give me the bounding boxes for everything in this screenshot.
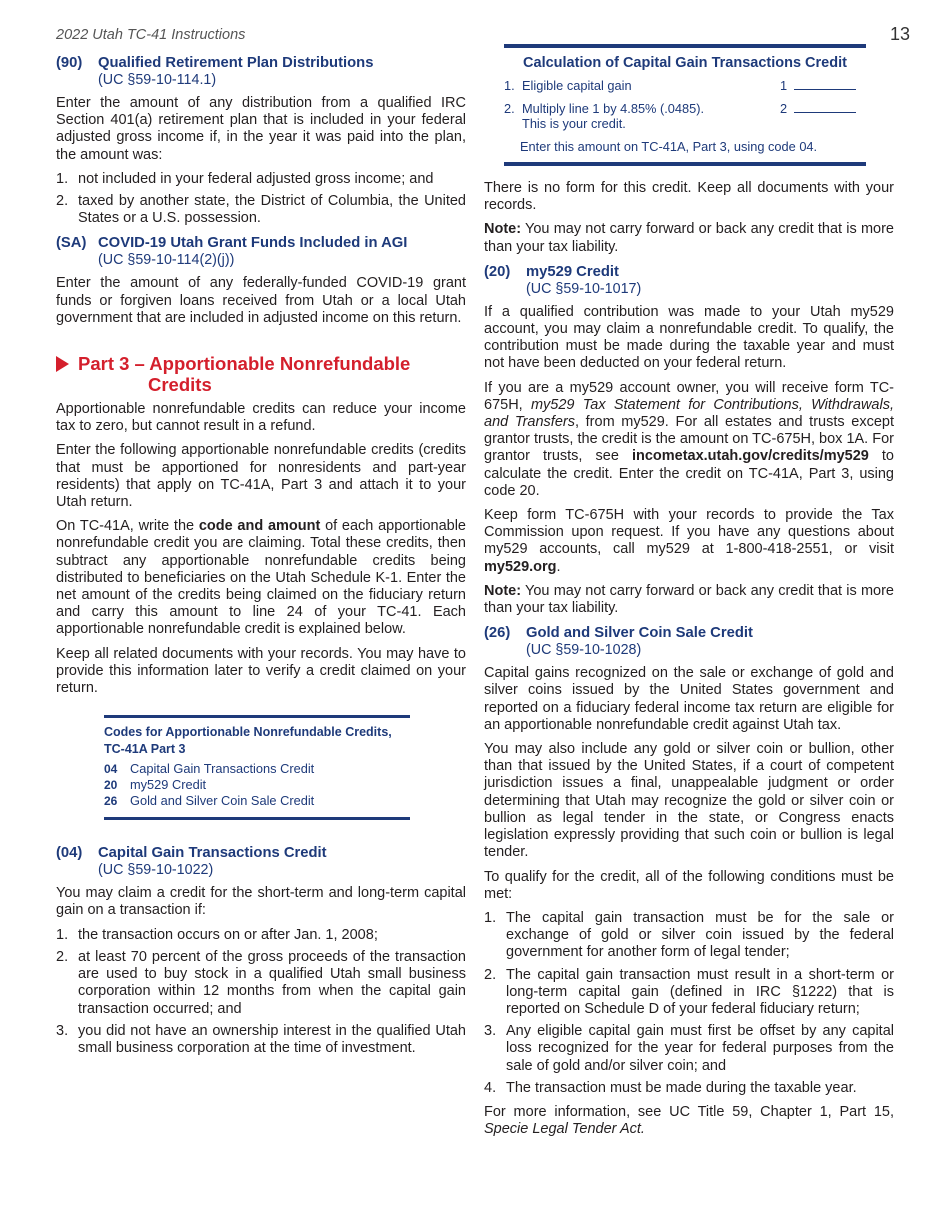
list-item: 4. The transaction must be made during the taxable year. bbox=[484, 1079, 857, 1096]
entry-blank bbox=[794, 89, 856, 90]
left-column bbox=[56, 50, 466, 1064]
code-row: 04 Capital Gain Transactions Credit bbox=[104, 761, 315, 777]
paragraph: If you are a my529 account owner, you will receive form TC-675H, my529 Tax Statement for Contributions, Withdrawals, and Transfers, from my529. For all estates and trusts except grantor trusts, the credit is the amount on TC-675H, box 1A. For grantor trusts, see incometax.utah.gov/credits/my529 to calculate the credit. Enter the credit on TC-41A, Part 3, using code 20. bbox=[484, 379, 894, 499]
numbered-list bbox=[56, 171, 466, 228]
triangle-arrow-icon bbox=[56, 356, 69, 372]
paragraph: For more information, see UC Title 59, Chapter 1, Part 15, Specie Legal Tender Act. bbox=[484, 1103, 894, 1138]
section-code: (26) bbox=[484, 625, 511, 642]
list-item: 2. taxed by another state, the District of Columbia, the United States or a U.S. possession. bbox=[56, 193, 466, 227]
paragraph: Keep form TC-675H with your records to provide the Tax Commission upon request. If you have any questions about my529 accounts, call my529 at 1-800-418-2551, or visit my529.org. bbox=[484, 507, 894, 575]
calc-note: Enter this amount on TC-41A, Part 3, using code 04. bbox=[520, 139, 818, 154]
codes-box-title: Codes for Apportionable Nonrefundable Credits, TC-41A Part 3 bbox=[104, 725, 392, 757]
section-title: Qualified Retirement Plan Distributions bbox=[98, 55, 374, 71]
list-item: 2. at least 70 percent of the gross proceeds of the transaction are used to buy stock in a qualified Utah small business corporation within 12 months from when the capital gain transaction occurred; and bbox=[56, 948, 466, 1017]
paragraph: You may claim a credit for the short-term and long-term capital gain on a transaction if: bbox=[56, 885, 466, 919]
numbered-list bbox=[484, 910, 894, 1097]
list-item: 1. not included in your federal adjusted gross income; and bbox=[56, 170, 434, 187]
section-citation: (UC §59-10-1028) bbox=[526, 642, 642, 659]
section-title: COVID-19 Utah Grant Funds Included in AGI bbox=[98, 235, 408, 252]
paragraph: There is no form for this credit. Keep all documents with your records. bbox=[484, 180, 894, 214]
code-row: 20 my529 Credit bbox=[104, 777, 207, 793]
list-item: 3. Any eligible capital gain must first be offset by any capital loss recognized for the year for federal purposes from the sale of gold and/or silver coin; and bbox=[484, 1023, 894, 1074]
paragraph: You may also include any gold or silver coin or bullion, other than that issued by the United States, if a court of competent jurisdiction issues a final, unappealable judgment or order determining that Utah may recognize the gold or silver coin or bullion as legal tender in the state, or Congress enacts legislation expressly providing that such coin or bullion is legal tender. bbox=[484, 741, 894, 861]
section-04-heading bbox=[56, 844, 466, 862]
list-item: 3. you did not have an ownership interest in the qualified Utah small business corporation at the time of investment. bbox=[56, 1022, 466, 1056]
note-paragraph: Note: You may not carry forward or back any credit that is more than your tax liability. bbox=[484, 221, 894, 255]
section-citation: (UC §59-10-114.1) bbox=[98, 72, 217, 88]
paragraph: To qualify for the credit, all of the following conditions must be met: bbox=[484, 868, 894, 902]
section-90-heading bbox=[56, 54, 466, 72]
credit-codes-box bbox=[104, 715, 410, 820]
section-code: (04) bbox=[56, 845, 83, 862]
calc-line-2: 2. Multiply line 1 by 4.85% (.0485). This is your credit. 2 bbox=[504, 101, 866, 131]
paragraph: Enter the following apportionable nonrefundable credits (credits that must be apportioned for nonresidents and part-year residents) that apply on TC-41A, Part 3 and attach it to your Utah return. bbox=[56, 442, 466, 511]
calculation-box bbox=[504, 44, 866, 166]
section-title: Gold and Silver Coin Sale Credit bbox=[526, 625, 753, 642]
paragraph: If a qualified contribution was made to your Utah my529 account, you may claim a nonrefundable credit. To qualify, the contribution must be made during the taxable year and must not have been deducted on your federal return. bbox=[484, 303, 894, 372]
link-my529-org[interactable]: my529.org bbox=[484, 558, 557, 575]
section-citation: (UC §59-10-114(2)(j)) bbox=[98, 252, 235, 269]
page-header-title: 2022 Utah TC-41 Instructions bbox=[56, 27, 246, 43]
right-column bbox=[484, 50, 894, 1145]
section-citation: (UC §59-10-1022) bbox=[98, 862, 214, 879]
paragraph: On TC-41A, write the code and amount of each apportionable nonrefundable credit you are claiming. Total these credits, then subtract any apportionable nonrefundable credits being distributed to beneficiaries on the Utah Schedule K-1. Enter the net amount of the credits being claimed on the fiduciary return and carry this amount to line 24 of your TC-41. Each apportionable nonrefundable credit is explained below. bbox=[56, 518, 466, 638]
section-26-heading bbox=[484, 624, 894, 642]
calc-box-title: Calculation of Capital Gain Transactions Credit bbox=[523, 55, 847, 71]
section-code: (SA) bbox=[56, 235, 87, 252]
page-number: 13 bbox=[890, 24, 911, 44]
paragraph: Capital gains recognized on the sale or exchange of gold and silver coins issued by the United States government and reported on a fiduciary federal income tax return are eligible for an apportionable nonrefundable credit against Utah tax. bbox=[484, 665, 894, 733]
section-sa-heading bbox=[56, 234, 466, 252]
list-item: 1. The capital gain transaction must be for the sale or exchange of gold or silver coin issued by the federal government for another form of legal tender; bbox=[484, 909, 894, 961]
numbered-list bbox=[56, 927, 466, 1057]
note-paragraph: Note: You may not carry forward or back any credit that is more than your tax liability. bbox=[484, 582, 894, 617]
paragraph: Keep all related documents with your records. You may have to provide this information later to verify a credit claimed on your return. bbox=[56, 645, 466, 697]
link-my529-credits[interactable]: incometax.utah.gov/credits/my529 bbox=[631, 448, 869, 465]
list-item: 1. the transaction occurs on or after Jan. 1, 2008; bbox=[56, 926, 378, 943]
list-item: 2. The capital gain transaction must result in a short-term or long-term capital gain (defined in IRC §1222) that is reported on Schedule D of your federal fiduciary return; bbox=[484, 966, 894, 1017]
calc-line-1: 1. Eligible capital gain 1 bbox=[504, 78, 866, 93]
section-title: my529 Credit bbox=[526, 263, 619, 280]
section-code: (20) bbox=[484, 263, 511, 280]
entry-blank bbox=[794, 112, 856, 113]
paragraph: Enter the amount of any federally-funded COVID-19 grant funds or forgiven loans received from Utah or a local Utah government that are included in adjusted income on this return. bbox=[56, 275, 466, 326]
paragraph: Enter the amount of any distribution from a qualified IRC Section 401(a) retirement plan that is included in your federal adjusted gross income if, in the year it was paid into the plan, the amount was: bbox=[56, 95, 466, 163]
section-code: (90) bbox=[56, 55, 83, 71]
part-3-heading: Part 3 – Apportionable Nonrefundable Credits bbox=[56, 353, 466, 395]
section-citation: (UC §59-10-1017) bbox=[526, 280, 642, 297]
paragraph: Apportionable nonrefundable credits can reduce your income tax to zero, but cannot result in a refund. bbox=[56, 401, 466, 435]
code-row: 26 Gold and Silver Coin Sale Credit bbox=[104, 793, 315, 809]
section-title: Capital Gain Transactions Credit bbox=[98, 845, 327, 862]
section-20-heading bbox=[484, 263, 894, 281]
